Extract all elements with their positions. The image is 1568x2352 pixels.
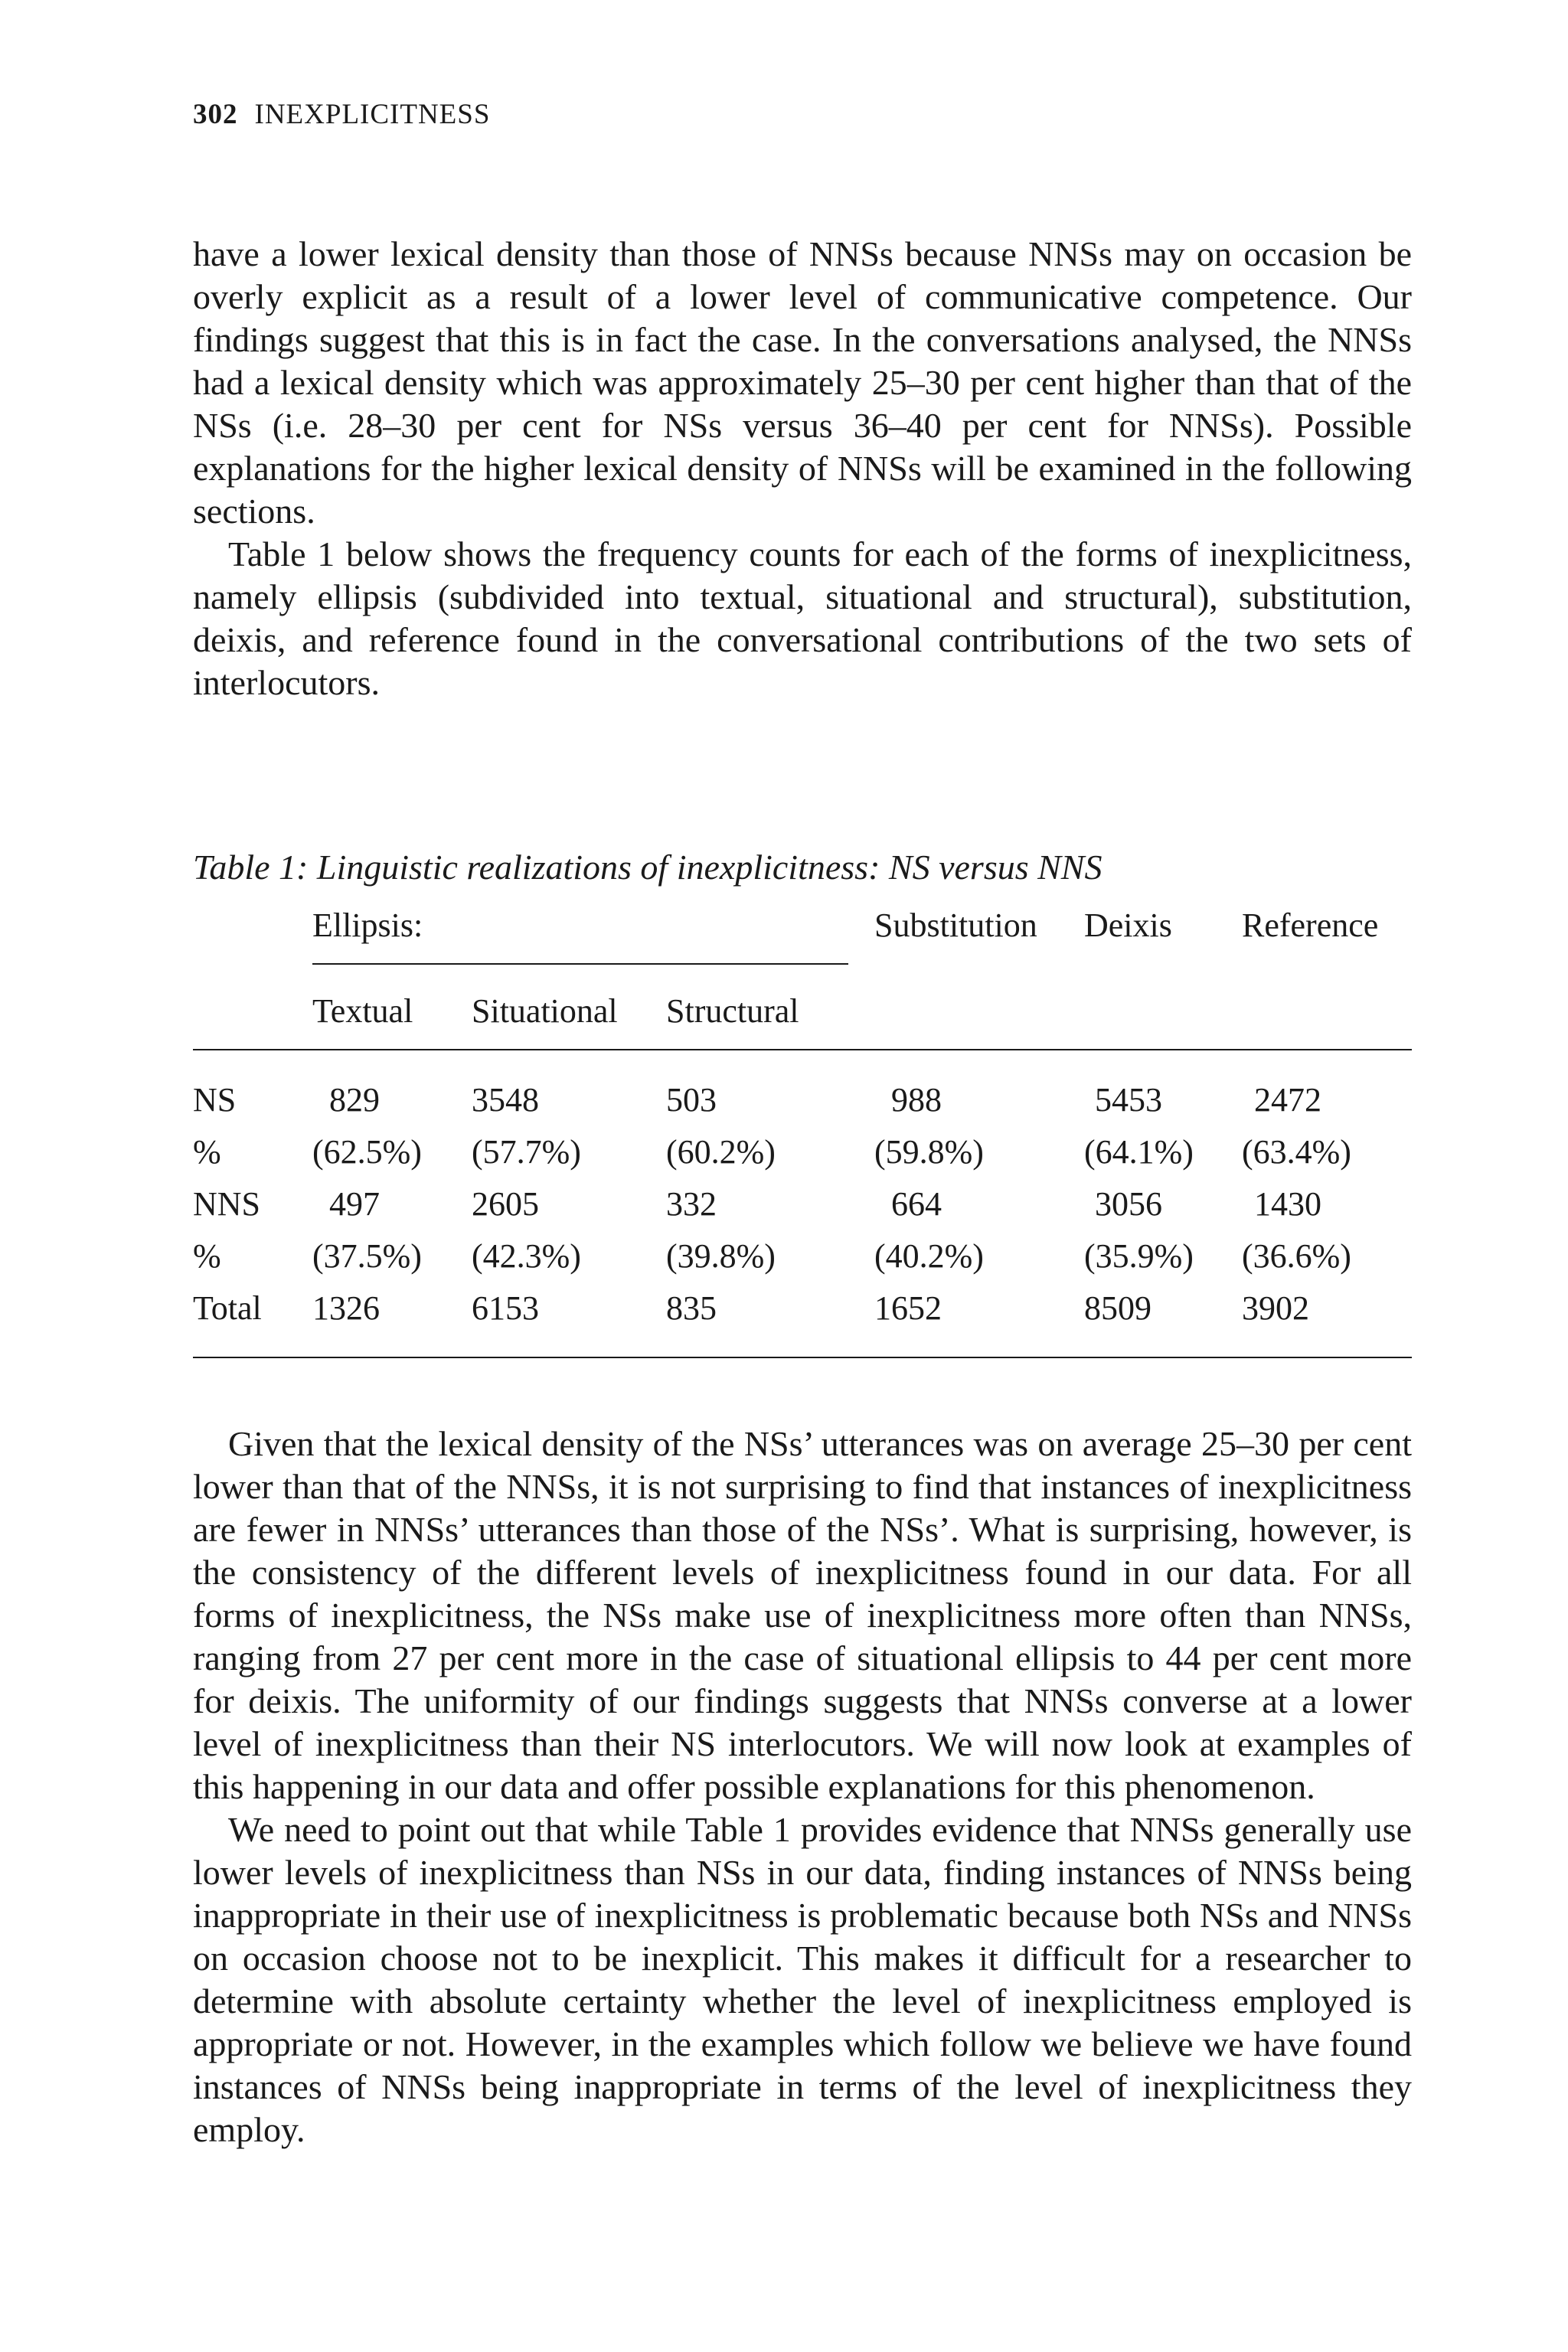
- running-head: [193, 98, 1412, 144]
- table-cell: (37.5%): [312, 1237, 422, 1275]
- column-header-deixis: Deixis: [1084, 906, 1172, 944]
- row-label: %: [193, 1237, 221, 1275]
- table-cell: (36.6%): [1242, 1237, 1351, 1275]
- table-cell: 503: [666, 1081, 717, 1119]
- data-table: [193, 906, 1412, 1366]
- table-cell: 2605: [472, 1185, 539, 1223]
- paragraph: Given that the lexical density of the NSs’ utterances was on average 25–30 per cent lower than that of the NNSs, it is not surprising to find that instances of inexplicitness are fewer in NNSs’ utterances than those of the NSs’. What is surprising, however, is the consistency of the different levels of inexplicitness found in our data. For all forms of inexplicitness, the NSs make use of inexplicitness more often than NNSs, ranging from 27 per cent more in the case of situational ellipsis to 44 per cent more for deixis. The uniformity of our findings suggests that NNSs converse at a lower level of inexplicitness than their NS interlocutors. We will now look at examples of this happening in our data and offer possible explanations for this phenomenon.: [193, 1424, 1412, 1806]
- table-cell: 6153: [472, 1289, 539, 1327]
- table-cell: 3056: [1095, 1185, 1162, 1223]
- table-cell: 1430: [1254, 1185, 1321, 1223]
- table-cell: (60.2%): [666, 1133, 776, 1171]
- paragraph: Table 1 below shows the frequency counts for each of the forms of inexplicitness, namely ellipsis (subdivided into textual, situational and structural), substitution, deixis, and reference found in the conversational contributions of the two sets of interlocutors.: [193, 534, 1412, 702]
- row-label: NNS: [193, 1185, 261, 1223]
- body-text-bottom: [193, 1423, 1412, 2151]
- table-caption: Table 1: Linguistic realizations of inexplicitness: NS versus NNS: [193, 848, 1102, 887]
- table-cell: 332: [666, 1185, 717, 1223]
- table-cell: (42.3%): [472, 1237, 581, 1275]
- table-header-rule: [193, 1049, 1412, 1050]
- ellipsis-group-rule: [312, 963, 848, 965]
- page-number: 302: [193, 99, 238, 130]
- table-cell: 5453: [1095, 1081, 1162, 1119]
- column-header-structural: Structural: [666, 992, 799, 1030]
- paragraph: We need to point out that while Table 1 provides evidence that NNSs generally use lower levels of inexplicitness than NSs in our data, finding instances of NNSs being inappropriate in their use of inexplicitness is problematic because both NSs and NNSs on occasion choose not to be inexplicit. This makes it difficult for a researcher to determine with absolute certainty whether the level of inexplicitness employed is appropriate or not. However, in the examples which follow we believe we have found instances of NNSs being inappropriate in terms of the level of inexplicitness they employ.: [193, 1810, 1412, 2149]
- table-cell: (57.7%): [472, 1133, 581, 1171]
- table-cell: 664: [891, 1185, 942, 1223]
- table-cell: 3902: [1242, 1289, 1309, 1327]
- table-cell: 2472: [1254, 1081, 1321, 1119]
- column-header-textual: Textual: [312, 992, 413, 1030]
- table-cell: (35.9%): [1084, 1237, 1194, 1275]
- body-text-top: [193, 233, 1412, 704]
- table-cell: 8509: [1084, 1289, 1152, 1327]
- row-label: NS: [193, 1081, 237, 1119]
- table-cell: (62.5%): [312, 1133, 422, 1171]
- ellipsis-group-header: Ellipsis:: [312, 906, 423, 944]
- paragraph: have a lower lexical density than those of NNSs because NNSs may on occasion be overly explicit as a result of a lower level of communicative competence. Our findings suggest that this is in fact the case. In the conversations analysed, the NNSs had a lexical density which was approximately 25–30 per cent higher than that of the NSs (i.e. 28–30 per cent for NSs versus 36–40 per cent for NNSs). Possible explanations for the higher lexical density of NNSs will be examined in the following sections.: [193, 234, 1412, 531]
- table-bottom-rule: [193, 1357, 1412, 1358]
- row-label: %: [193, 1133, 221, 1171]
- table-cell: 988: [891, 1081, 942, 1119]
- table-cell: 829: [329, 1081, 380, 1119]
- table-cell: (39.8%): [666, 1237, 776, 1275]
- table-cell: 497: [329, 1185, 380, 1223]
- row-label: Total: [193, 1289, 262, 1327]
- running-title: INEXPLICITNESS: [254, 99, 491, 130]
- column-header-substitution: Substitution: [874, 906, 1037, 944]
- table-cell: (59.8%): [874, 1133, 984, 1171]
- table-cell: 3548: [472, 1081, 539, 1119]
- column-header-situational: Situational: [472, 992, 618, 1030]
- column-header-reference: Reference: [1242, 906, 1379, 944]
- table-cell: 835: [666, 1289, 717, 1327]
- table-cell: (63.4%): [1242, 1133, 1351, 1171]
- table-cell: (40.2%): [874, 1237, 984, 1275]
- table-cell: (64.1%): [1084, 1133, 1194, 1171]
- table-cell: 1326: [312, 1289, 380, 1327]
- table-cell: 1652: [874, 1289, 942, 1327]
- book-page: [193, 98, 1412, 2149]
